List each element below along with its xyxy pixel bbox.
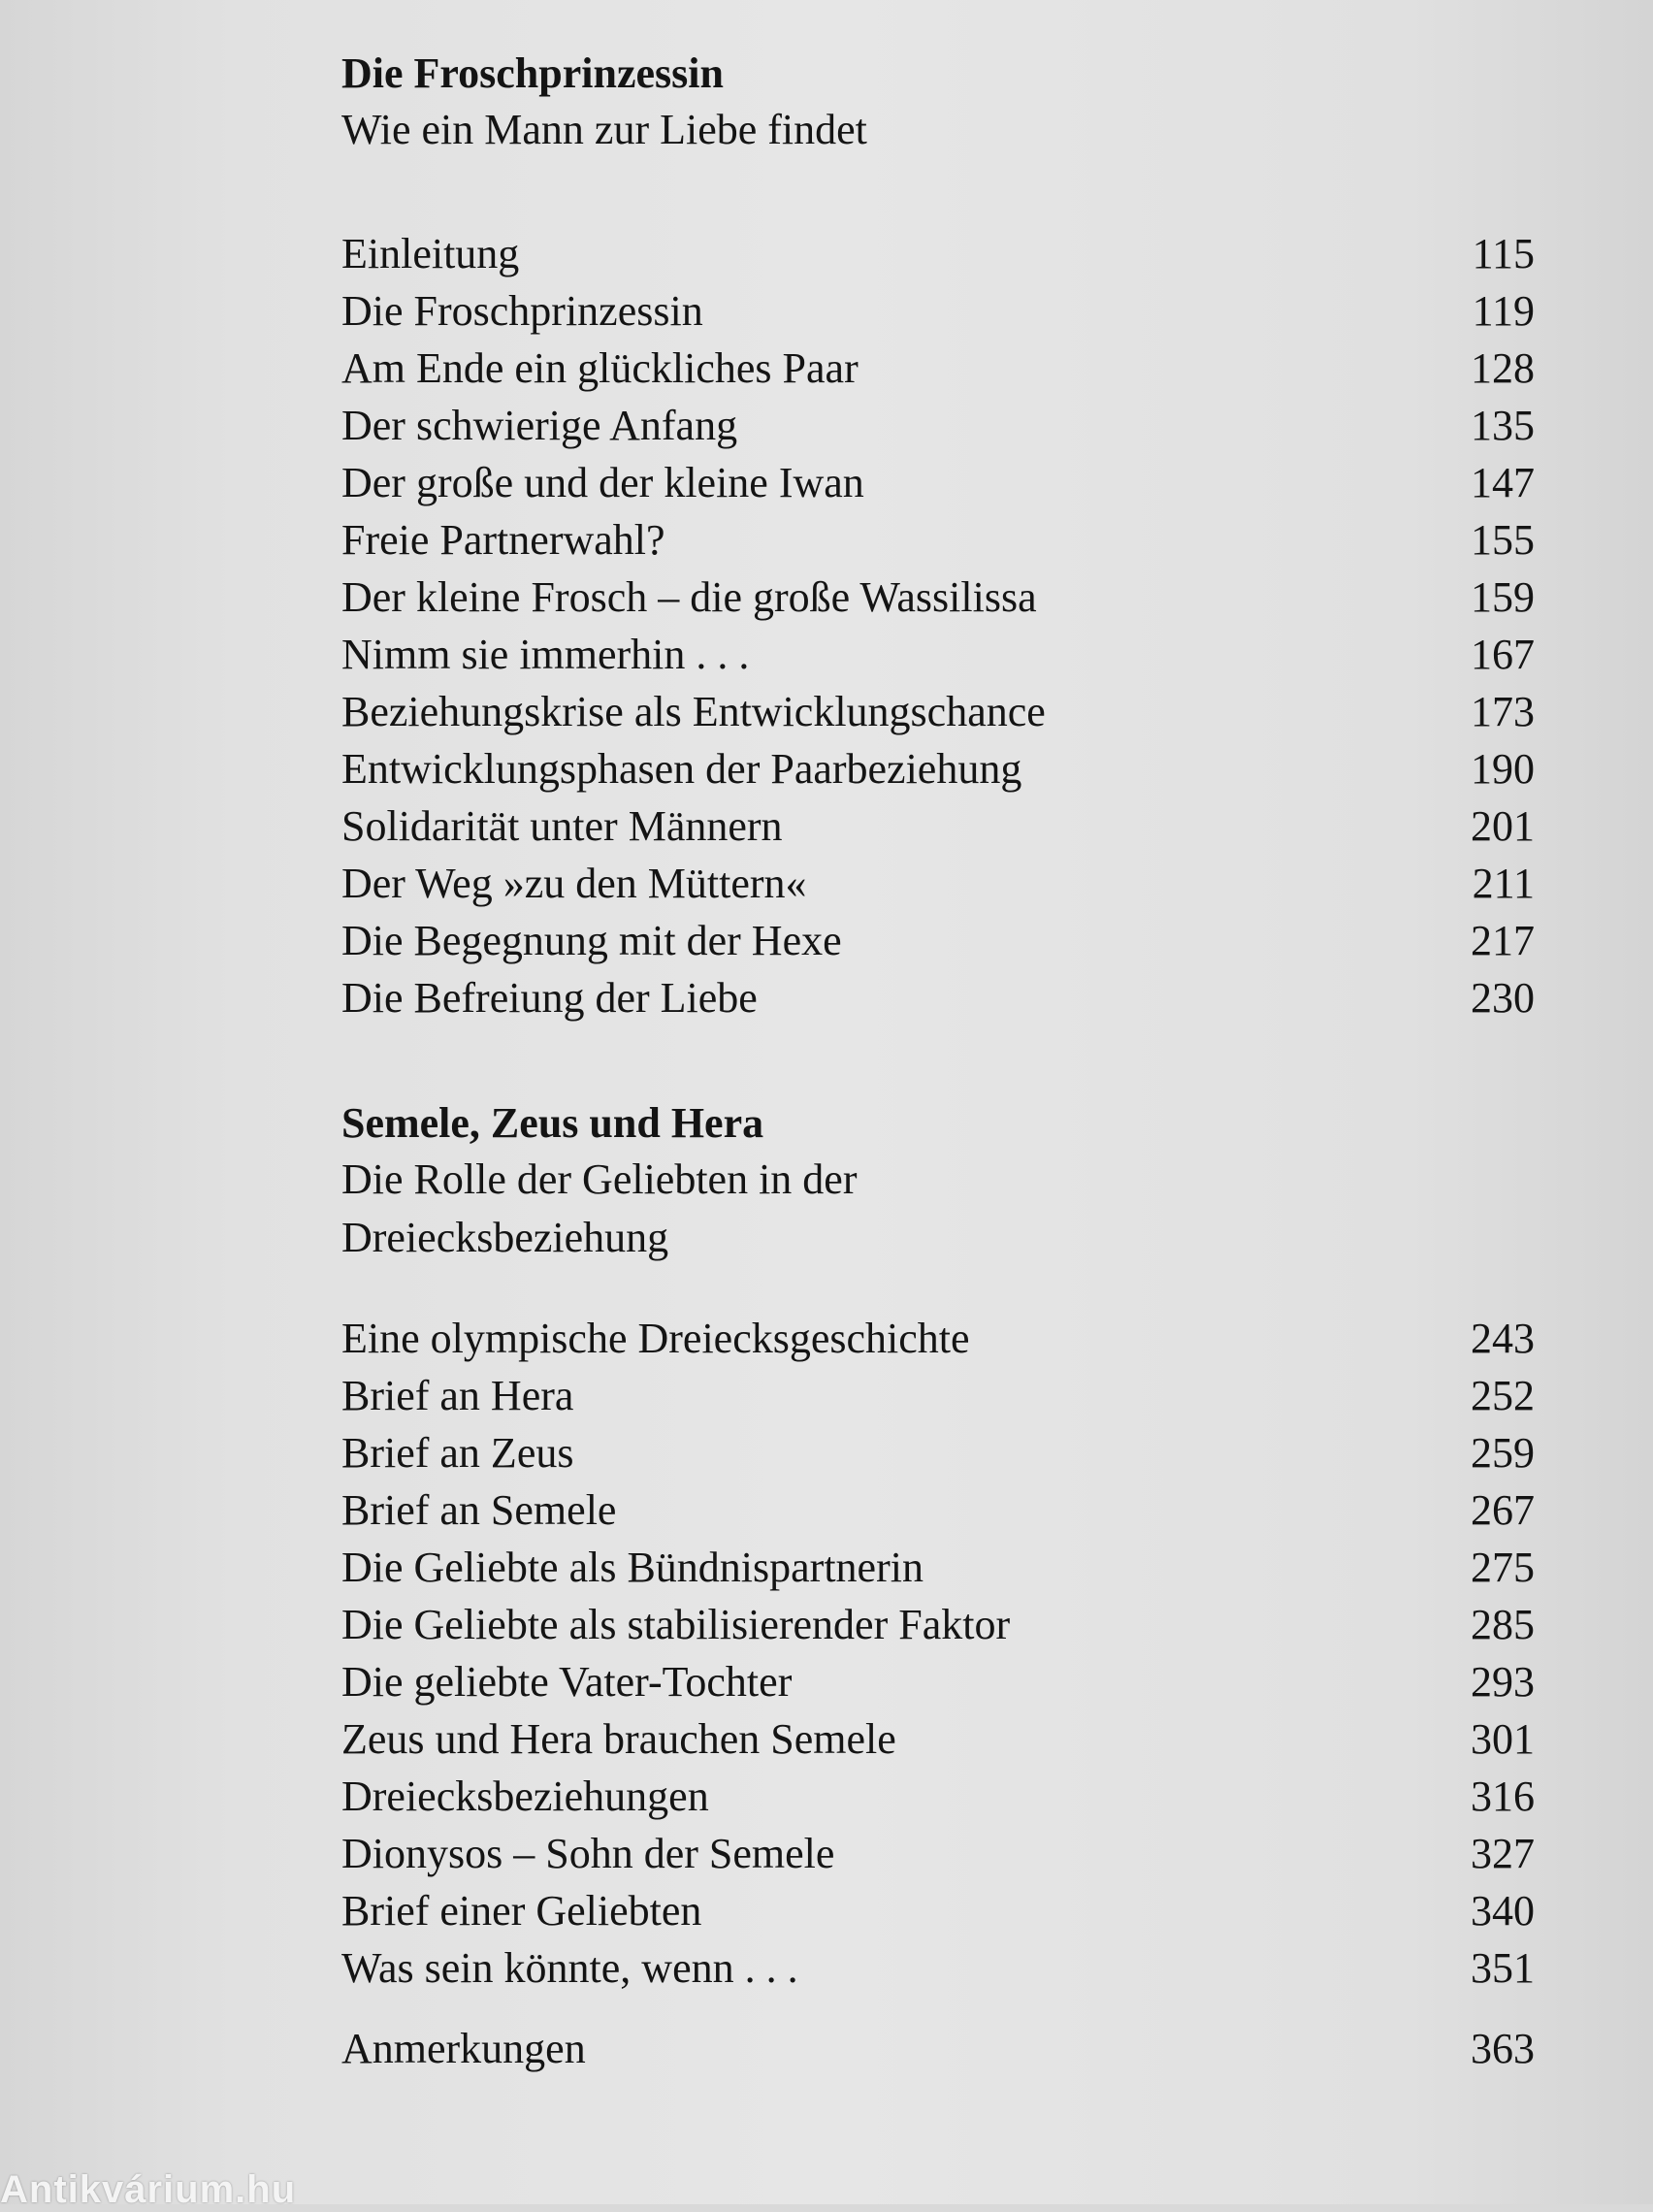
- toc-entry-page: 155: [1471, 516, 1535, 564]
- toc-entry-label: Brief an Zeus: [341, 1429, 574, 1477]
- section-entries: [341, 1310, 1535, 1997]
- toc-entry-label: Einleitung: [341, 230, 520, 277]
- toc-entry-page: 119: [1472, 287, 1535, 335]
- toc-entry-label: Brief an Semele: [341, 1486, 617, 1534]
- toc-entry: [341, 1539, 1535, 1596]
- toc-entry-page: 259: [1471, 1429, 1535, 1477]
- toc-entry-page: 285: [1471, 1601, 1535, 1648]
- toc-entry-page: 167: [1471, 631, 1535, 678]
- toc-entry-label: Entwicklungsphasen der Paarbeziehung: [341, 745, 1022, 793]
- toc-entry-label: Was sein könnte, wenn . . .: [341, 1944, 798, 1992]
- notes-entry-list: [341, 2020, 1535, 2077]
- toc-entry-page: 363: [1471, 2025, 1535, 2072]
- toc-entry: [341, 1939, 1535, 1997]
- toc-entry: [341, 569, 1535, 626]
- toc-entry-label: Brief an Hera: [341, 1372, 574, 1419]
- toc-entry-label: Anmerkungen: [341, 2025, 586, 2072]
- toc-entry-label: Der Weg »zu den Müttern«: [341, 860, 807, 907]
- toc-entry-page: 147: [1471, 459, 1535, 506]
- toc-entry: [341, 740, 1535, 797]
- toc-entry-page: 301: [1471, 1715, 1535, 1763]
- toc-entry-label: Die Geliebte als Bündnispartnerin: [341, 1544, 924, 1591]
- toc-entry: [341, 969, 1535, 1026]
- toc-entry-page: 351: [1471, 1944, 1535, 1992]
- toc-entry: [341, 797, 1535, 855]
- toc-entry-notes: [341, 2020, 1535, 2077]
- toc-entry-label: Nimm sie immerhin . . .: [341, 631, 750, 678]
- section-subtitle: Die Rolle der Geliebten in der Dreiecksbeziehung: [341, 1155, 858, 1261]
- toc-entry: [341, 1596, 1535, 1653]
- toc-entry-page: 340: [1471, 1887, 1535, 1935]
- toc-entry: [341, 683, 1535, 740]
- toc-entry-page: 115: [1472, 230, 1535, 277]
- section-subtitle: Wie ein Mann zur Liebe findet: [341, 106, 867, 153]
- watermark-logo: Antikvárium.hu: [0, 2168, 297, 2211]
- toc-entry-page: 275: [1471, 1544, 1535, 1591]
- section-entries: [341, 225, 1535, 1026]
- toc-entry-page: 316: [1471, 1773, 1535, 1820]
- toc-entry: [341, 282, 1535, 340]
- toc-entry-page: 173: [1471, 688, 1535, 735]
- toc-entry: [341, 397, 1535, 454]
- toc-entry-label: Der kleine Frosch – die große Wassilissa: [341, 573, 1037, 621]
- toc-entry-label: Die Froschprinzessin: [341, 287, 703, 335]
- toc-entry-label: Die Geliebte als stabilisierender Faktor: [341, 1601, 1011, 1648]
- toc-entry: [341, 1768, 1535, 1825]
- toc-entry-page: 190: [1471, 745, 1535, 793]
- toc-entry-label: Am Ende ein glückliches Paar: [341, 344, 859, 392]
- toc-entry: [341, 1424, 1535, 1481]
- toc-entry-label: Freie Partnerwahl?: [341, 516, 665, 564]
- toc-entry: [341, 626, 1535, 683]
- section-semele: [341, 1096, 1535, 1997]
- toc-entry-label: Der große und der kleine Iwan: [341, 459, 864, 506]
- toc-entry-label: Dreiecksbeziehungen: [341, 1773, 709, 1820]
- section-title: Semele, Zeus und Hera: [341, 1099, 764, 1147]
- toc-entry-label: Die Befreiung der Liebe: [341, 974, 758, 1022]
- toc-entry: [341, 855, 1535, 912]
- toc-entry-label: Solidarität unter Männern: [341, 802, 783, 850]
- toc-entry-page: 135: [1471, 402, 1535, 449]
- toc-entry-page: 327: [1471, 1830, 1535, 1877]
- toc-entry-page: 217: [1471, 917, 1535, 964]
- toc-entry: [341, 1367, 1535, 1424]
- toc-entry-label: Beziehungskrise als Entwicklungschance: [341, 688, 1046, 735]
- toc-entry-page: 252: [1471, 1372, 1535, 1419]
- toc-entry: [341, 1825, 1535, 1882]
- toc-entry-page: 211: [1472, 860, 1535, 907]
- toc-entry-page: 267: [1471, 1486, 1535, 1534]
- toc-entry-page: 128: [1471, 344, 1535, 392]
- toc-entry: [341, 511, 1535, 569]
- toc-entry-label: Brief einer Geliebten: [341, 1887, 702, 1935]
- toc-entry-page: 243: [1471, 1315, 1535, 1362]
- toc-entry-label: Zeus und Hera brauchen Semele: [341, 1715, 896, 1763]
- toc-entry-page: 159: [1471, 573, 1535, 621]
- toc-entry-label: Der schwierige Anfang: [341, 402, 738, 449]
- section-title: Die Froschprinzessin: [341, 49, 724, 97]
- toc-entry: [341, 1653, 1535, 1710]
- toc-entry-label: Die Begegnung mit der Hexe: [341, 917, 842, 964]
- toc-entry: [341, 1882, 1535, 1939]
- toc-entry-page: 201: [1471, 802, 1535, 850]
- toc-entry: [341, 912, 1535, 969]
- toc-entry-page: 230: [1471, 974, 1535, 1022]
- toc-entry: [341, 1481, 1535, 1539]
- toc-entry-label: Eine olympische Dreiecksgeschichte: [341, 1315, 970, 1362]
- toc-entry: [341, 225, 1535, 282]
- toc-entry-page: 293: [1471, 1658, 1535, 1706]
- toc-entry-label: Die geliebte Vater-Tochter: [341, 1658, 793, 1706]
- toc-entry: [341, 454, 1535, 511]
- toc-entry: [341, 1310, 1535, 1367]
- table-of-contents: [341, 47, 1535, 2077]
- toc-entry: [341, 1710, 1535, 1768]
- toc-entry: [341, 340, 1535, 397]
- toc-entry-label: Dionysos – Sohn der Semele: [341, 1830, 835, 1877]
- section-froschprinzessin: [341, 47, 1535, 1026]
